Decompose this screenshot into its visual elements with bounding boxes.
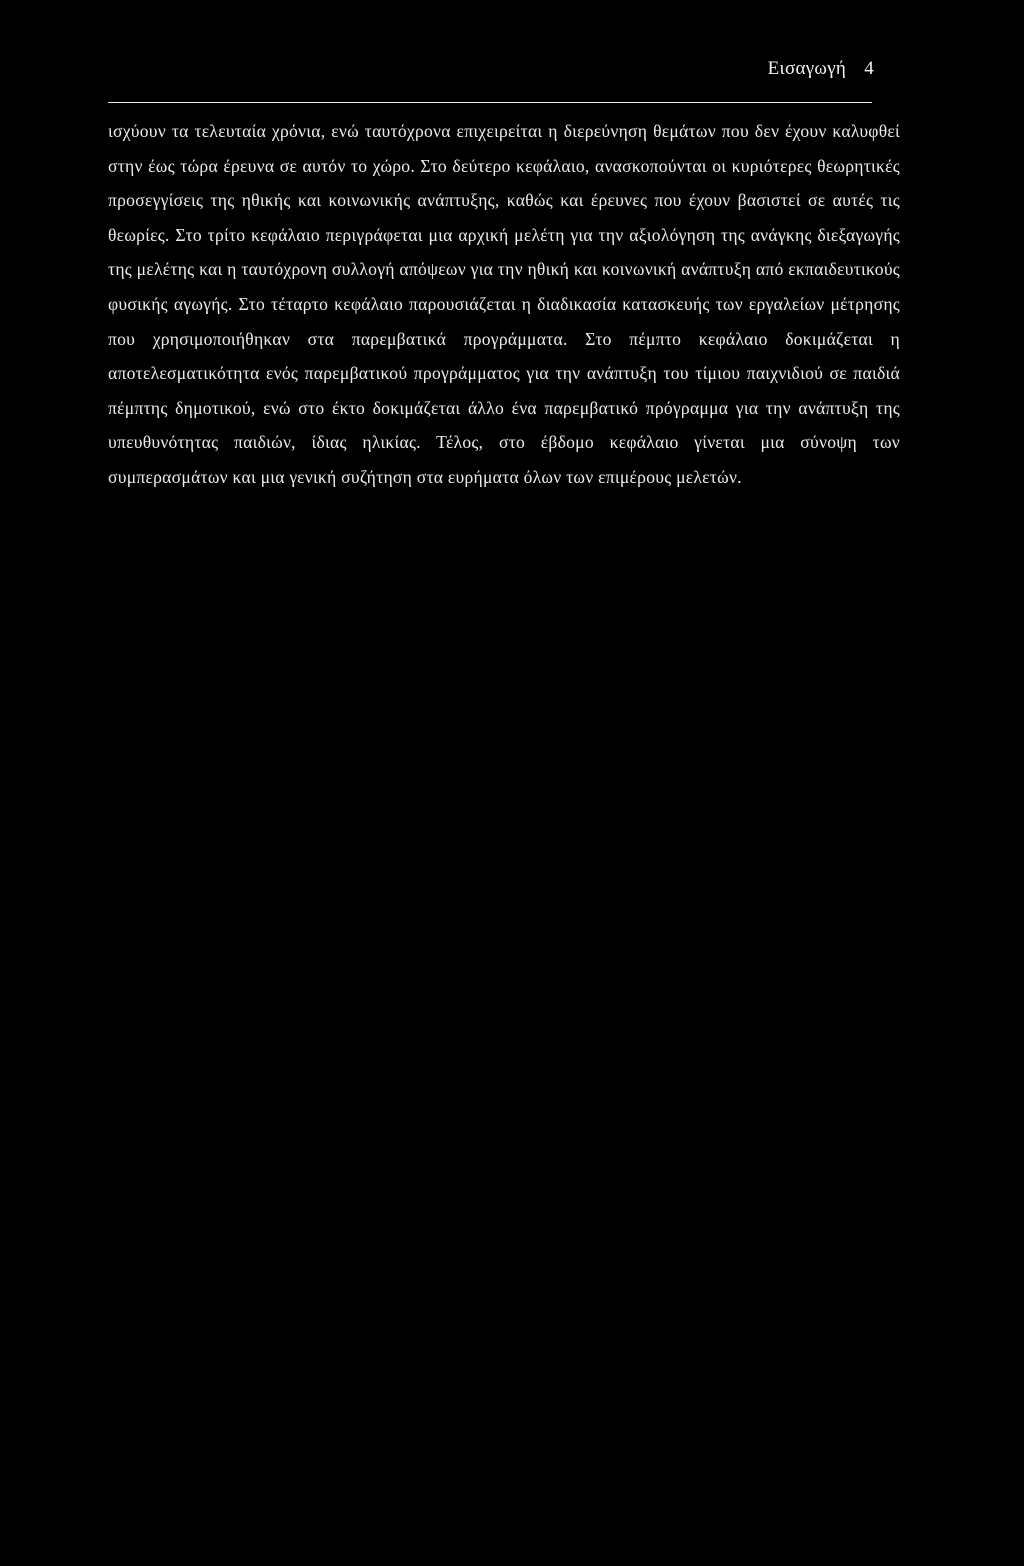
- page-number: 4: [864, 58, 874, 79]
- running-header: [768, 58, 874, 80]
- section-title: Εισαγωγή: [767, 58, 847, 79]
- header-rule: [108, 102, 872, 103]
- body-paragraph: ισχύουν τα τελευταία χρόνια, ενώ ταυτόχρονα επιχειρείται η διερεύνηση θεμάτων που δεν έχουν καλυφθεί στην έως τώρα έρευνα σε αυτόν το χώρο. Στο δεύτερο κεφάλαιο, ανασκοπούνται οι κυριότερες θεωρητικές προσεγγίσεις της ηθικής και κοινωνικής ανάπτυξης, καθώς και έρευνες που έχουν βασιστεί σε αυτές τις θεωρίες. Στο τρίτο κεφάλαιο περιγράφεται μια αρχική μελέτη για την αξιολόγηση της ανάγκης διεξαγωγής της μελέτης και η ταυτόχρονη συλλογή απόψεων για την ηθική και κοινωνική ανάπτυξη από εκπαιδευτικούς φυσικής αγωγής. Στο τέταρτο κεφάλαιο παρουσιάζεται η διαδικασία κατασκευής των εργαλείων μέτρησης που χρησιμοποιήθηκαν στα παρεμβατικά προγράμματα. Στο πέμπτο κεφάλαιο δοκιμάζεται η αποτελεσματικότητα ενός παρεμβατικού προγράμματος για την ανάπτυξη του τίμιου παιχνιδιού σε παιδιά πέμπτης δημοτικού, ενώ στο έκτο δοκιμάζεται άλλο ένα παρεμβατικό πρόγραμμα για την ανάπτυξη της υπευθυνότητας παιδιών, ίδιας ηλικίας. Τέλος, στο έβδομο κεφάλαιο γίνεται μια σύνοψη των συμπερασμάτων και μια γενική συζήτηση στα ευρήματα όλων των επιμέρους μελετών.: [108, 121, 900, 487]
